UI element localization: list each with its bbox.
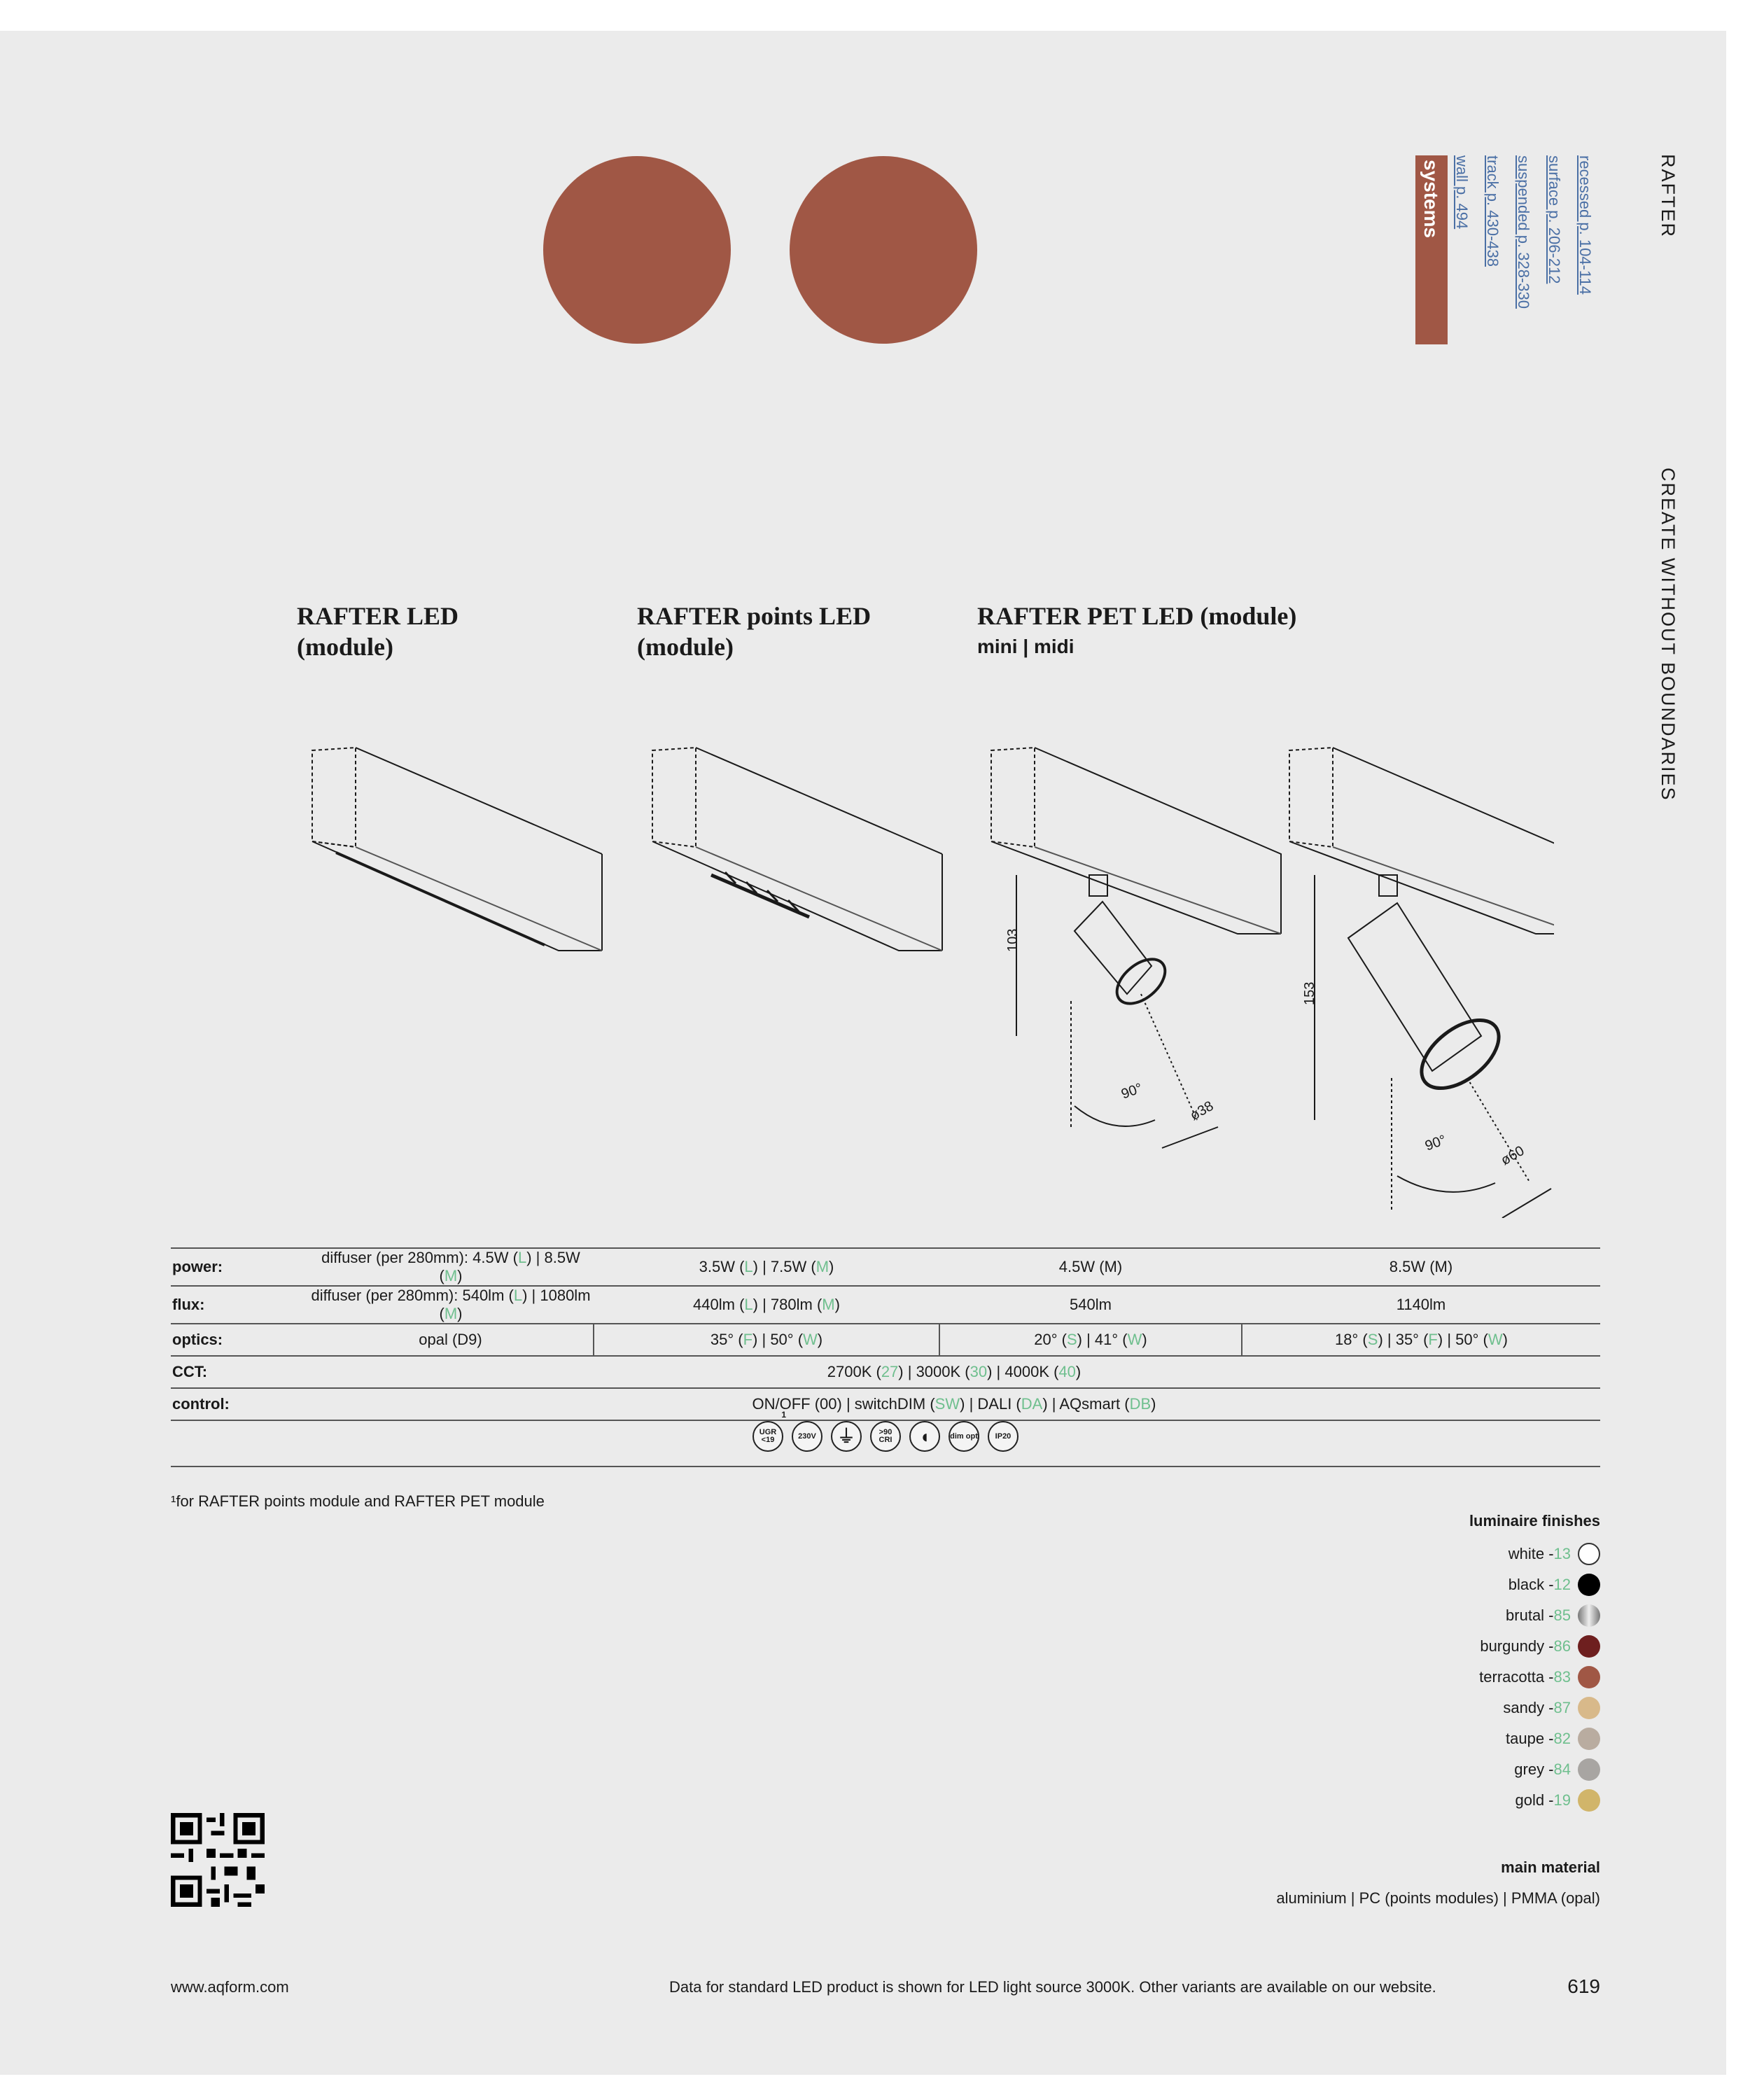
- finish-code: 82: [1553, 1730, 1571, 1747]
- midi-height-label: 153: [1302, 981, 1317, 1005]
- spec-label: optics:: [171, 1324, 308, 1356]
- finish-swatch: [1578, 1574, 1600, 1596]
- main-material: [1276, 1852, 1600, 1914]
- finish-swatch: [1578, 1635, 1600, 1658]
- finish-name: white -: [1508, 1545, 1554, 1562]
- finish-name: burgundy -: [1480, 1637, 1554, 1655]
- finish-swatch: [1578, 1543, 1600, 1565]
- drawing-rafter-led: [312, 748, 602, 951]
- footer-note: Data for standard LED product is shown for LED light source 3000K. Other variants are available on our website.: [669, 1978, 1436, 1996]
- spec-cell: 8.5W (M): [1242, 1248, 1600, 1286]
- dim-opt-icon: dim opt: [948, 1421, 979, 1452]
- system-links: [1446, 155, 1600, 309]
- finish-code: 85: [1553, 1606, 1571, 1624]
- cri-icon: >90 CRI: [870, 1421, 901, 1452]
- earth-icon: ⏚: [831, 1421, 862, 1452]
- rotation-icon: ◖: [909, 1421, 940, 1452]
- midi-diameter-label: ø60: [1498, 1142, 1527, 1169]
- product-subtitle-pet: mini | midi: [977, 636, 1074, 657]
- finish-name: grey -: [1514, 1760, 1554, 1778]
- luminaire-finishes: [1469, 1512, 1600, 1816]
- finish-swatch: [1578, 1604, 1600, 1627]
- midi-angle-label: 90°: [1422, 1132, 1448, 1154]
- finish-item: [1469, 1693, 1600, 1723]
- finish-swatch: [1578, 1758, 1600, 1781]
- spec-label: control:: [171, 1388, 308, 1420]
- link-wall[interactable]: wall p. 494: [1453, 155, 1471, 230]
- finish-name: brutal -: [1506, 1606, 1554, 1624]
- spec-cell: 4.5W (M): [939, 1248, 1242, 1286]
- spec-label: flux:: [171, 1286, 308, 1324]
- website-link[interactable]: www.aqform.com: [171, 1978, 289, 1996]
- voltage-icon: 230V: [792, 1421, 822, 1452]
- finish-code: 83: [1553, 1668, 1571, 1686]
- spec-cell: 35° (F) | 50° (W): [594, 1324, 939, 1356]
- spec-cell: diffuser (per 280mm): 540lm (L) | 1080lm (M): [308, 1286, 594, 1324]
- finish-swatch: [1578, 1697, 1600, 1719]
- spec-cell: 540lm: [939, 1286, 1242, 1324]
- material-title: main material: [1501, 1858, 1600, 1876]
- systems-label: systems: [1420, 160, 1442, 239]
- link-surface[interactable]: surface p. 206-212: [1546, 155, 1563, 284]
- spec-cell: 3.5W (L) | 7.5W (M): [594, 1248, 939, 1286]
- technical-drawings: [294, 728, 1554, 1218]
- mini-diameter-label: ø38: [1187, 1098, 1217, 1124]
- terracotta-circle-left: [543, 156, 731, 344]
- finish-code: 86: [1553, 1637, 1571, 1655]
- spec-cell: opal (D9): [308, 1324, 594, 1356]
- spec-cell: 2700K (27) | 3000K (30) | 4000K (40): [308, 1356, 1600, 1388]
- finish-item: [1469, 1723, 1600, 1754]
- finish-name: gold -: [1515, 1791, 1554, 1809]
- mini-height-label: 103: [1005, 928, 1021, 952]
- spec-label: power:: [171, 1248, 308, 1286]
- finish-swatch: [1578, 1728, 1600, 1750]
- material-value: aluminium | PC (points modules) | PMMA (opal): [1276, 1889, 1600, 1907]
- link-track[interactable]: track p. 430-438: [1484, 155, 1502, 267]
- link-recessed[interactable]: recessed p. 104-114: [1576, 155, 1594, 295]
- finish-item: [1469, 1600, 1600, 1631]
- spec-cell: 1140lm: [1242, 1286, 1600, 1324]
- finish-code: 19: [1553, 1791, 1571, 1809]
- link-suspended[interactable]: suspended p. 328-330: [1515, 155, 1532, 309]
- ugr-icon: UGR <19 1: [752, 1421, 783, 1452]
- finish-item: [1469, 1539, 1600, 1569]
- mini-angle-label: 90°: [1119, 1080, 1144, 1102]
- spec-cell: 440lm (L) | 780lm (M): [594, 1286, 939, 1324]
- spec-row-power: [171, 1248, 1600, 1286]
- finish-item: [1469, 1754, 1600, 1785]
- finish-code: 84: [1553, 1760, 1571, 1778]
- spec-label: CCT:: [171, 1356, 308, 1388]
- finish-name: taupe -: [1506, 1730, 1554, 1747]
- finish-item: [1469, 1631, 1600, 1662]
- page-number: 619: [1567, 1975, 1600, 1997]
- drawing-rafter-points: [652, 748, 942, 951]
- brand-title: RAFTER: [1658, 154, 1679, 238]
- spec-cell: 20° (S) | 41° (W): [939, 1324, 1242, 1356]
- finish-item: [1469, 1662, 1600, 1693]
- finish-code: 87: [1553, 1699, 1571, 1716]
- spec-row-flux: [171, 1286, 1600, 1324]
- spec-cell: ON/OFF (00) | switchDIM (SW) | DALI (DA) | AQsmart (DB): [308, 1388, 1600, 1420]
- product-title-rafter-pet: RAFTER PET LED (module): [977, 602, 1297, 630]
- ip-icon: IP20: [988, 1421, 1018, 1452]
- finish-swatch: [1578, 1789, 1600, 1812]
- spec-cell: diffuser (per 280mm): 4.5W (L) | 8.5W (M): [308, 1248, 594, 1286]
- finish-name: black -: [1508, 1576, 1554, 1593]
- spec-row-optics: [171, 1324, 1600, 1356]
- tagline: CREATE WITHOUT BOUNDARIES: [1658, 468, 1679, 802]
- finish-name: terracotta -: [1479, 1668, 1554, 1686]
- product-title-rafter-led: RAFTER LED (module): [297, 602, 459, 661]
- certification-icons: [171, 1407, 1600, 1467]
- spec-row-cct: [171, 1356, 1600, 1388]
- product-title-rafter-points: RAFTER points LED (module): [637, 602, 872, 661]
- qr-code[interactable]: [171, 1813, 265, 1907]
- footnote: ¹for RAFTER points module and RAFTER PET module: [171, 1492, 545, 1510]
- finish-swatch: [1578, 1666, 1600, 1688]
- finish-name: sandy -: [1503, 1699, 1554, 1716]
- finish-code: 12: [1553, 1576, 1571, 1593]
- spec-table: [171, 1247, 1600, 1421]
- finish-item: [1469, 1785, 1600, 1816]
- spec-cell: 18° (S) | 35° (F) | 50° (W): [1242, 1324, 1600, 1356]
- finishes-title: luminaire finishes: [1469, 1512, 1600, 1530]
- finish-item: [1469, 1569, 1600, 1600]
- terracotta-circle-right: [790, 156, 977, 344]
- finish-code: 13: [1553, 1545, 1571, 1562]
